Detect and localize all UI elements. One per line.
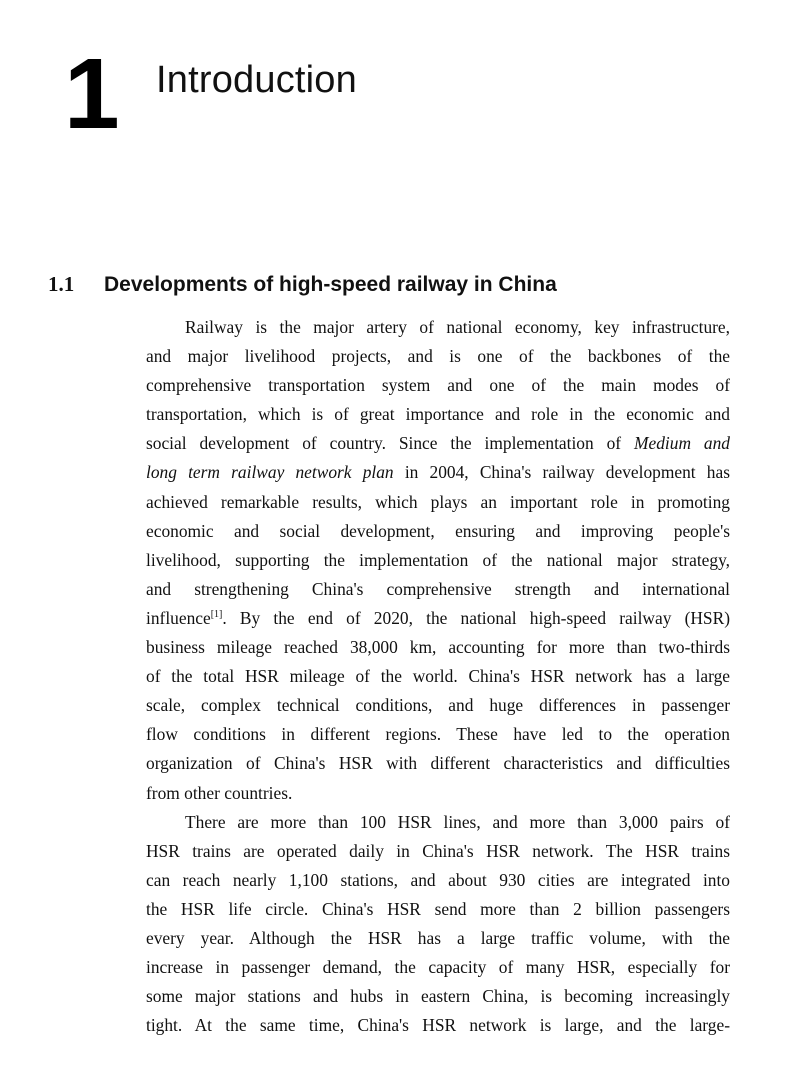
text-line: increase in passenger demand, the capacity of many HSR, especially for bbox=[146, 957, 730, 978]
body-text bbox=[146, 313, 730, 1040]
text-line bbox=[146, 604, 730, 633]
text-line bbox=[146, 458, 730, 487]
text-segment: influence bbox=[146, 607, 211, 628]
section-heading bbox=[48, 270, 557, 299]
text-line: can reach nearly 1,100 stations, and about 930 cities are integrated into bbox=[146, 869, 730, 890]
chapter-number: 1 bbox=[64, 38, 120, 150]
text-line: economic and social development, ensuring and improving people's bbox=[146, 520, 730, 541]
section-title: Developments of high-speed railway in China bbox=[104, 273, 557, 296]
text-segment: . By the end of 2020, the national high-speed railway (HSR) bbox=[222, 607, 730, 628]
italic-title: long term railway network plan bbox=[146, 462, 394, 483]
citation-marker: [1] bbox=[210, 608, 223, 620]
text-line bbox=[146, 429, 730, 458]
text-line: comprehensive transportation system and one of the main modes of bbox=[146, 375, 730, 396]
text-line: organization of China's HSR with different characteristics and difficulties bbox=[146, 753, 730, 774]
text-line: some major stations and hubs in eastern China, is becoming increasingly bbox=[146, 986, 730, 1007]
text-line: tight. At the same time, China's HSR network is large, and the large- bbox=[146, 1015, 730, 1036]
text-line: of the total HSR mileage of the world. China's HSR network has a large bbox=[146, 666, 730, 687]
text-line: Railway is the major artery of national economy, key infrastructure, bbox=[185, 317, 730, 337]
text-line: business mileage reached 38,000 km, accounting for more than two-thirds bbox=[146, 637, 730, 658]
italic-title: Medium and bbox=[634, 433, 730, 454]
text-line: HSR trains are operated daily in China's HSR network. The HSR trains bbox=[146, 840, 730, 861]
text-line: and major livelihood projects, and is one of the backbones of the bbox=[146, 346, 730, 367]
text-segment: in 2004, China's railway development has bbox=[404, 462, 730, 483]
paragraph-2 bbox=[146, 808, 730, 1041]
text-line: the HSR life circle. China's HSR send more than 2 billion passengers bbox=[146, 898, 730, 919]
section-number: 1.1 bbox=[48, 272, 75, 296]
text-line: from other countries. bbox=[146, 782, 293, 803]
text-line: There are more than 100 HSR lines, and more than 3,000 pairs of bbox=[185, 811, 730, 832]
chapter-title: Introduction bbox=[156, 59, 357, 101]
text-line: livelihood, supporting the implementation of the national major strategy, bbox=[146, 549, 730, 570]
text-line: achieved remarkable results, which plays an important role in promoting bbox=[146, 491, 730, 512]
text-line: and strengthening China's comprehensive strength and international bbox=[146, 578, 730, 599]
paragraph-1 bbox=[146, 313, 730, 808]
text-line: flow conditions in different regions. These have led to the operation bbox=[146, 724, 730, 745]
text-line: scale, complex technical conditions, and huge differences in passenger bbox=[146, 695, 730, 716]
text-segment: social development of country. Since the implementation of bbox=[146, 433, 622, 454]
text-line: every year. Although the HSR has a large traffic volume, with the bbox=[146, 927, 730, 948]
text-line: transportation, which is of great importance and role in the economic and bbox=[146, 404, 730, 425]
